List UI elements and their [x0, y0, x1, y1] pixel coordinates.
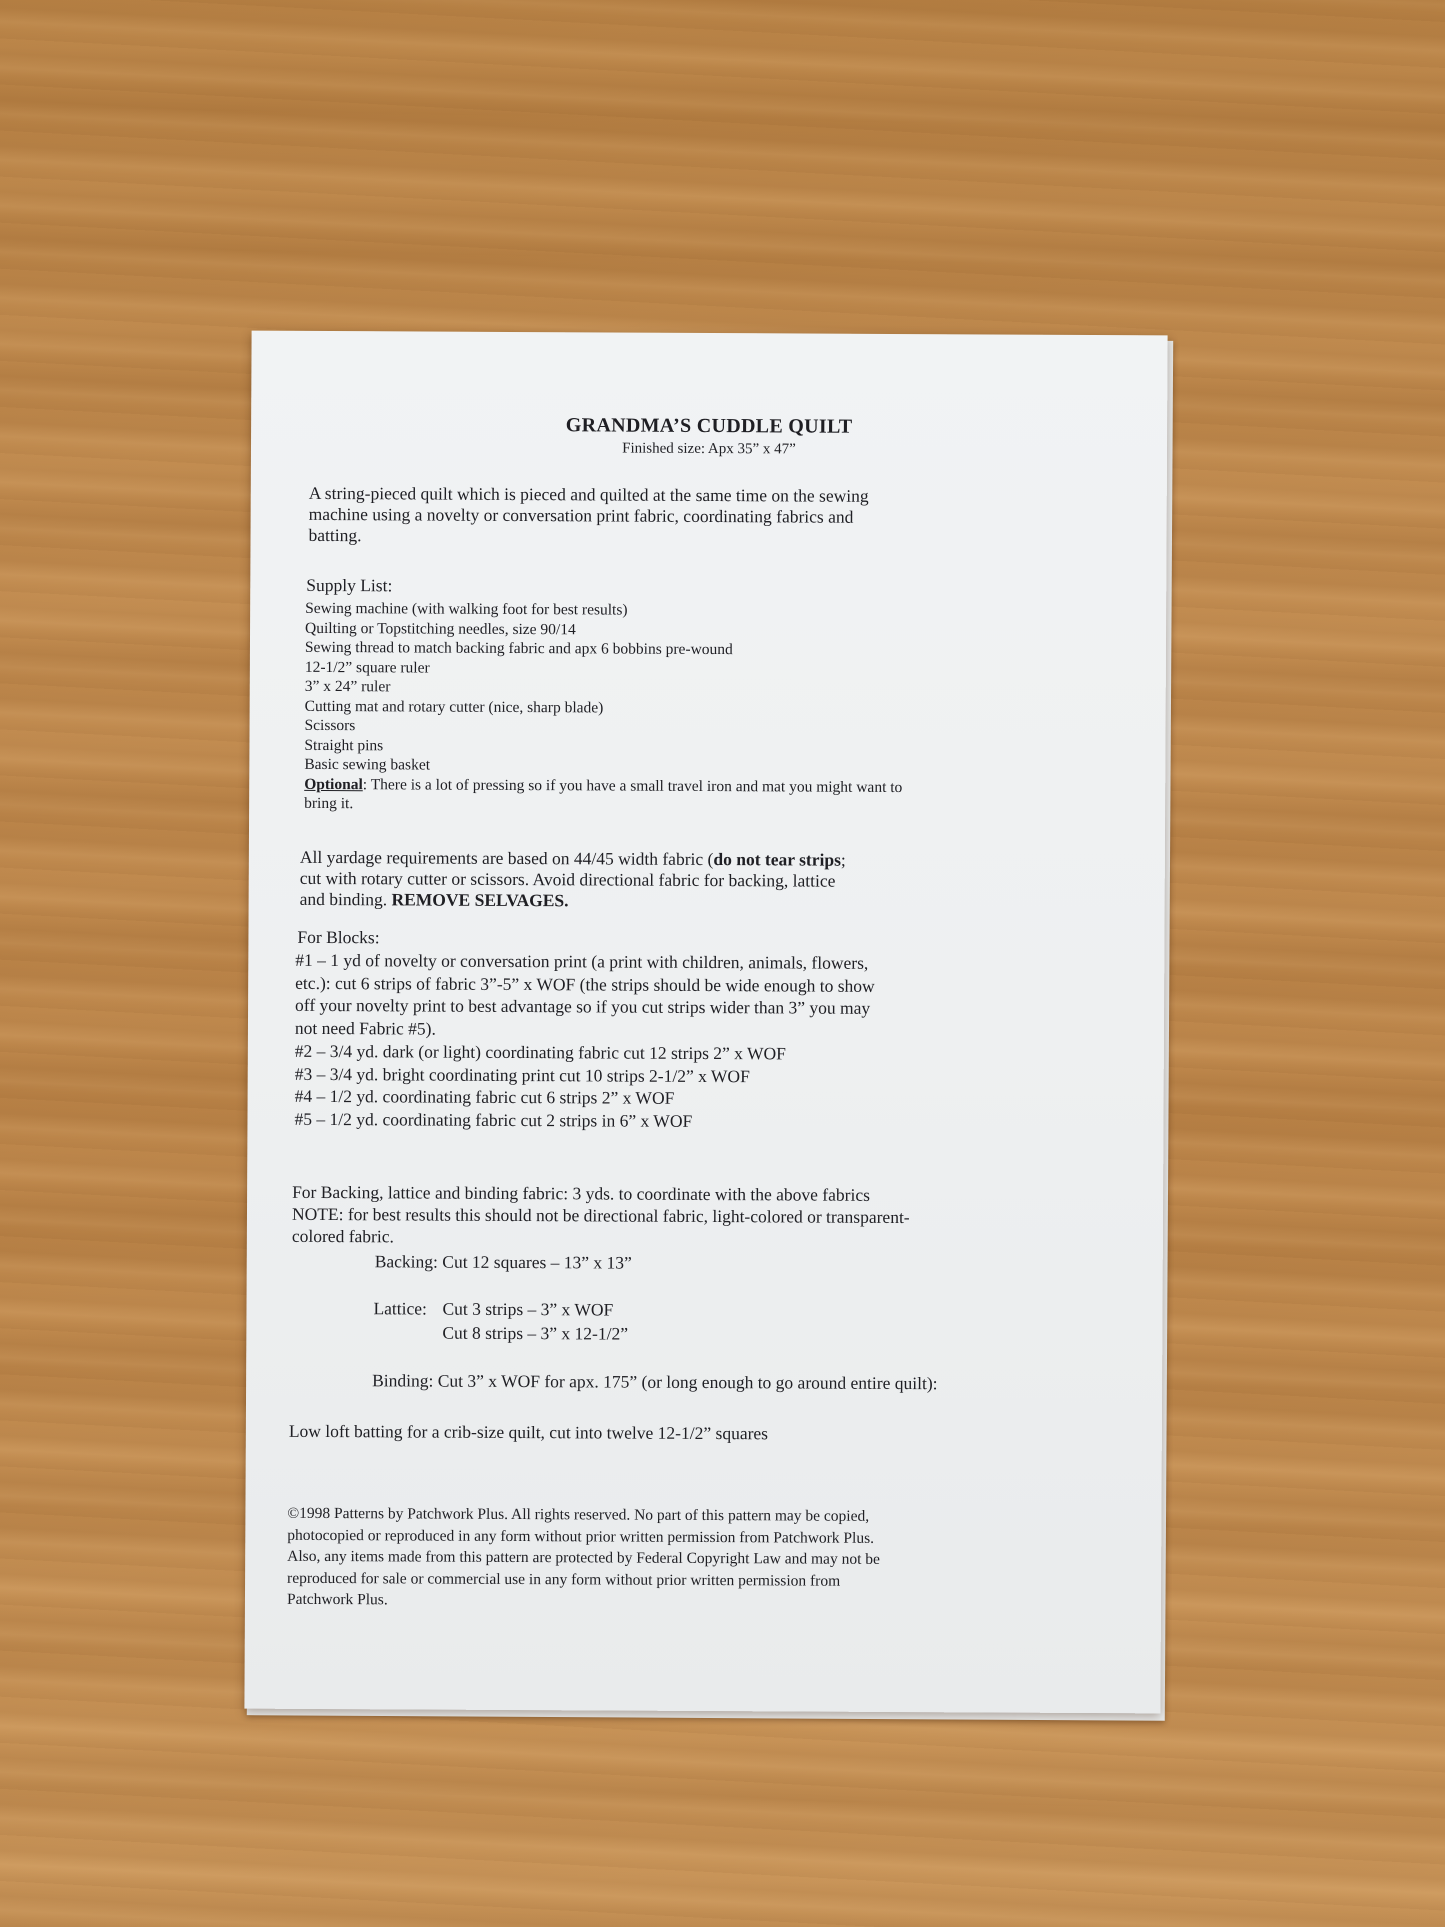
- yardage-line: [300, 847, 846, 871]
- blocks-heading: For Blocks:: [297, 926, 380, 948]
- yardage-emphasis: REMOVE SELVAGES.: [391, 889, 569, 911]
- lattice-cut: Cut 3 strips – 3” x WOF: [442, 1298, 614, 1320]
- supply-item: 3” x 24” ruler: [304, 677, 391, 696]
- blocks-list: [294, 949, 874, 1134]
- finished-size: Finished size: Apx 35” x 47”: [622, 440, 796, 458]
- supply-item: Sewing thread to match backing fabric and apx 6 bobbins pre-wound: [304, 638, 733, 659]
- yardage-line: cut with rotary cutter or scissors. Avoid directional fabric for backing, lattice: [299, 867, 836, 891]
- copyright-line: ©1998 Patterns by Patchwork Plus. All rights reserved. No part of this pattern may be copied,: [287, 1504, 870, 1525]
- supply-heading: Supply List:: [306, 574, 393, 596]
- optional-label: Optional: [304, 775, 363, 793]
- blocks-line: #2 – 3/4 yd. dark (or light) coordinating fabric cut 12 strips 2” x WOF: [294, 1040, 786, 1064]
- backing-cut: Backing: Cut 12 squares – 13” x 13”: [374, 1251, 632, 1273]
- pattern-sheet: [244, 331, 1167, 1714]
- supply-item: Straight pins: [304, 736, 384, 754]
- blocks-line: etc.): cut 6 strips of fabric 3”-5” x WOF (the strips should be wide enough to show: [295, 972, 875, 996]
- intro-line: batting.: [308, 524, 362, 546]
- backing-line: NOTE: for best results this should not be directional fabric, light-colored or transparent-: [291, 1203, 910, 1228]
- intro-line: machine using a novelty or conversation print fabric, coordinating fabrics and: [308, 503, 854, 527]
- backing-line: For Backing, lattice and binding fabric: 3 yds. to coordinate with the above fabrics: [292, 1181, 870, 1205]
- page-title: GRANDMA’S CUDDLE QUILT: [565, 414, 853, 438]
- copyright-line: Patchwork Plus.: [286, 1590, 388, 1609]
- yardage-paragraph: [300, 847, 846, 913]
- blocks-line: off your novelty print to best advantage so if you cut strips wider than 3” you may: [295, 995, 871, 1019]
- yardage-line: [300, 889, 846, 913]
- lattice-label: Lattice:: [373, 1298, 428, 1319]
- blocks-line: #3 – 3/4 yd. bright coordinating print cut 10 strips 2-1/2” x WOF: [294, 1063, 750, 1086]
- blocks-line: #4 – 1/2 yd. coordinating fabric cut 6 strips 2” x WOF: [294, 1086, 675, 1109]
- backing-line: colored fabric.: [291, 1225, 394, 1247]
- yardage-text: and binding.: [299, 888, 392, 910]
- lattice-cut: Cut 8 strips – 3” x 12-1/2”: [442, 1322, 629, 1344]
- optional-note: [304, 774, 902, 797]
- copyright-line: Also, any items made from this pattern are protected by Federal Copyright Law and may not be: [287, 1547, 880, 1568]
- blocks-line: not need Fabric #5).: [294, 1017, 436, 1039]
- supply-item: Basic sewing basket: [304, 755, 431, 774]
- backing-paragraph: [292, 1181, 910, 1250]
- optional-note-cont: bring it.: [304, 794, 354, 813]
- batting-line: Low loft batting for a crib-size quilt, cut into twelve 12-1/2” squares: [288, 1420, 769, 1444]
- binding-cut: Binding: Cut 3” x WOF for apx. 175” (or long enough to go around entire quilt):: [372, 1370, 938, 1394]
- blocks-line: #5 – 1/2 yd. coordinating fabric cut 2 strips in 6” x WOF: [294, 1108, 693, 1131]
- copyright-line: photocopied or reproduced in any form without prior written permission from Patchwork Plus.: [287, 1526, 875, 1547]
- supply-item: Cutting mat and rotary cutter (nice, sharp blade): [304, 697, 604, 716]
- supply-list: [304, 599, 903, 817]
- intro-line: A string-pieced quilt which is pieced and quilted at the same time on the sewing: [308, 482, 869, 506]
- optional-text: : There is a lot of pressing so if you have a small travel iron and mat you might want to: [362, 775, 903, 796]
- yardage-text: ;: [840, 849, 846, 870]
- copyright-notice: [287, 1503, 1108, 1615]
- supply-item: Sewing machine (with walking foot for best results): [305, 599, 628, 619]
- intro-paragraph: [308, 483, 868, 549]
- copyright-line: reproduced for sale or commercial use in any form without prior written permission from: [287, 1569, 841, 1590]
- yardage-emphasis: do not tear strips: [713, 849, 841, 870]
- blocks-line: #1 – 1 yd of novelty or conversation print (a print with children, animals, flowers,: [295, 949, 869, 973]
- yardage-text: All yardage requirements are based on 44/45 width fabric (: [299, 846, 714, 870]
- supply-item: Quilting or Topstitching needles, size 90/14: [305, 619, 576, 638]
- supply-item: 12-1/2” square ruler: [304, 658, 430, 677]
- supply-item: Scissors: [304, 716, 356, 735]
